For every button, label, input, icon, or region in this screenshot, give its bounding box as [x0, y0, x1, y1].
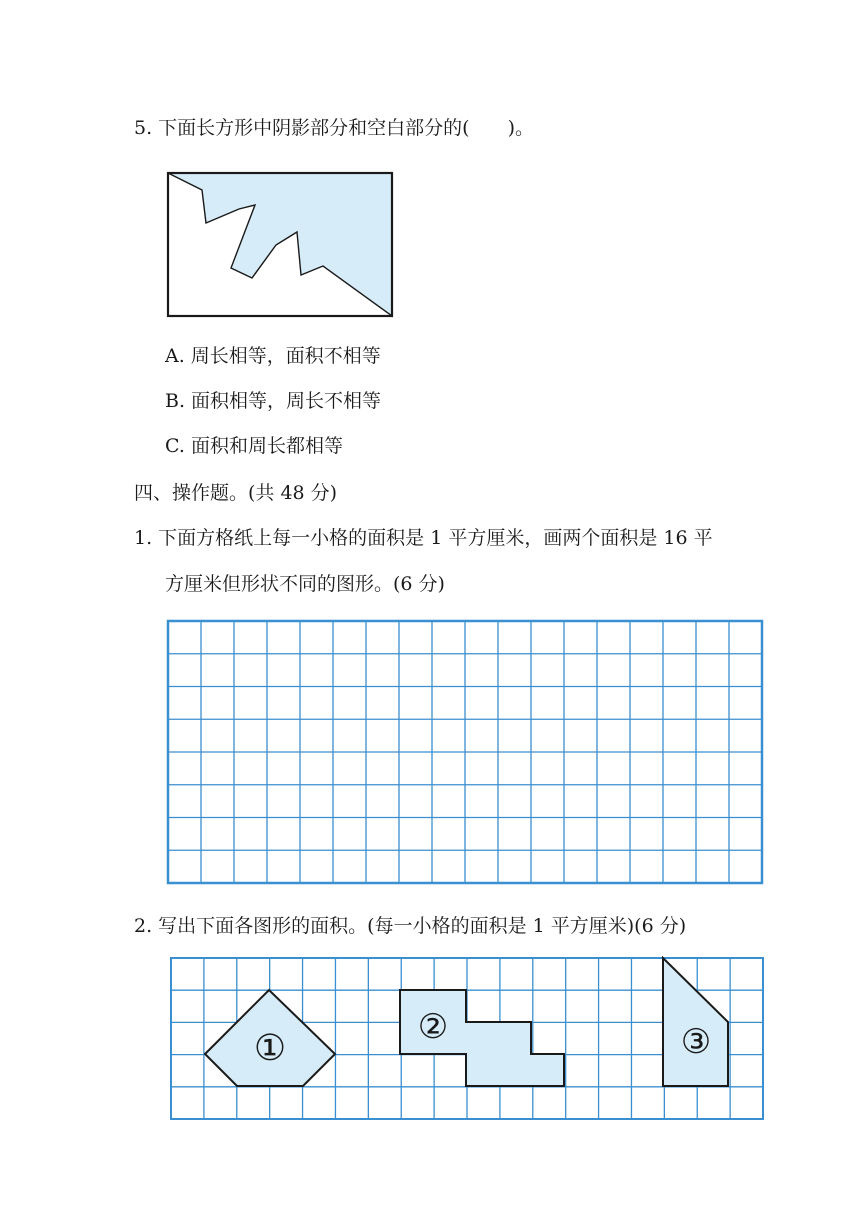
- option-b: B. 面积相等，周长不相等: [165, 390, 382, 412]
- shape-2-label: ②: [417, 1007, 449, 1047]
- q2-stem: 2. 写出下面各图形的面积。(每一小格的面积是 1 平方厘米)(6 分): [134, 915, 687, 937]
- shapes-grid: [169, 956, 765, 1122]
- shape-1-label: ①: [253, 1028, 287, 1069]
- blank-grid-paper: [166, 619, 766, 887]
- section-heading: 四、操作题。(共 48 分): [134, 482, 338, 504]
- option-c: C. 面积和周长都相等: [165, 435, 343, 457]
- q1-text-line1: 1. 下面方格纸上每一小格的面积是 1 平方厘米，画两个面积是 16 平: [134, 527, 713, 549]
- shaded-region: [168, 173, 392, 316]
- grid-lines: [168, 621, 762, 883]
- q5-stem: 5. 下面长方形中阴影部分和空白部分的( )。: [134, 117, 534, 139]
- option-a: A. 周长相等，面积不相等: [165, 345, 381, 367]
- shape-3-label: ③: [680, 1022, 712, 1062]
- q1-text-line2: 方厘米但形状不同的图形。(6 分): [165, 573, 445, 595]
- q5-rectangle-figure: [160, 165, 400, 325]
